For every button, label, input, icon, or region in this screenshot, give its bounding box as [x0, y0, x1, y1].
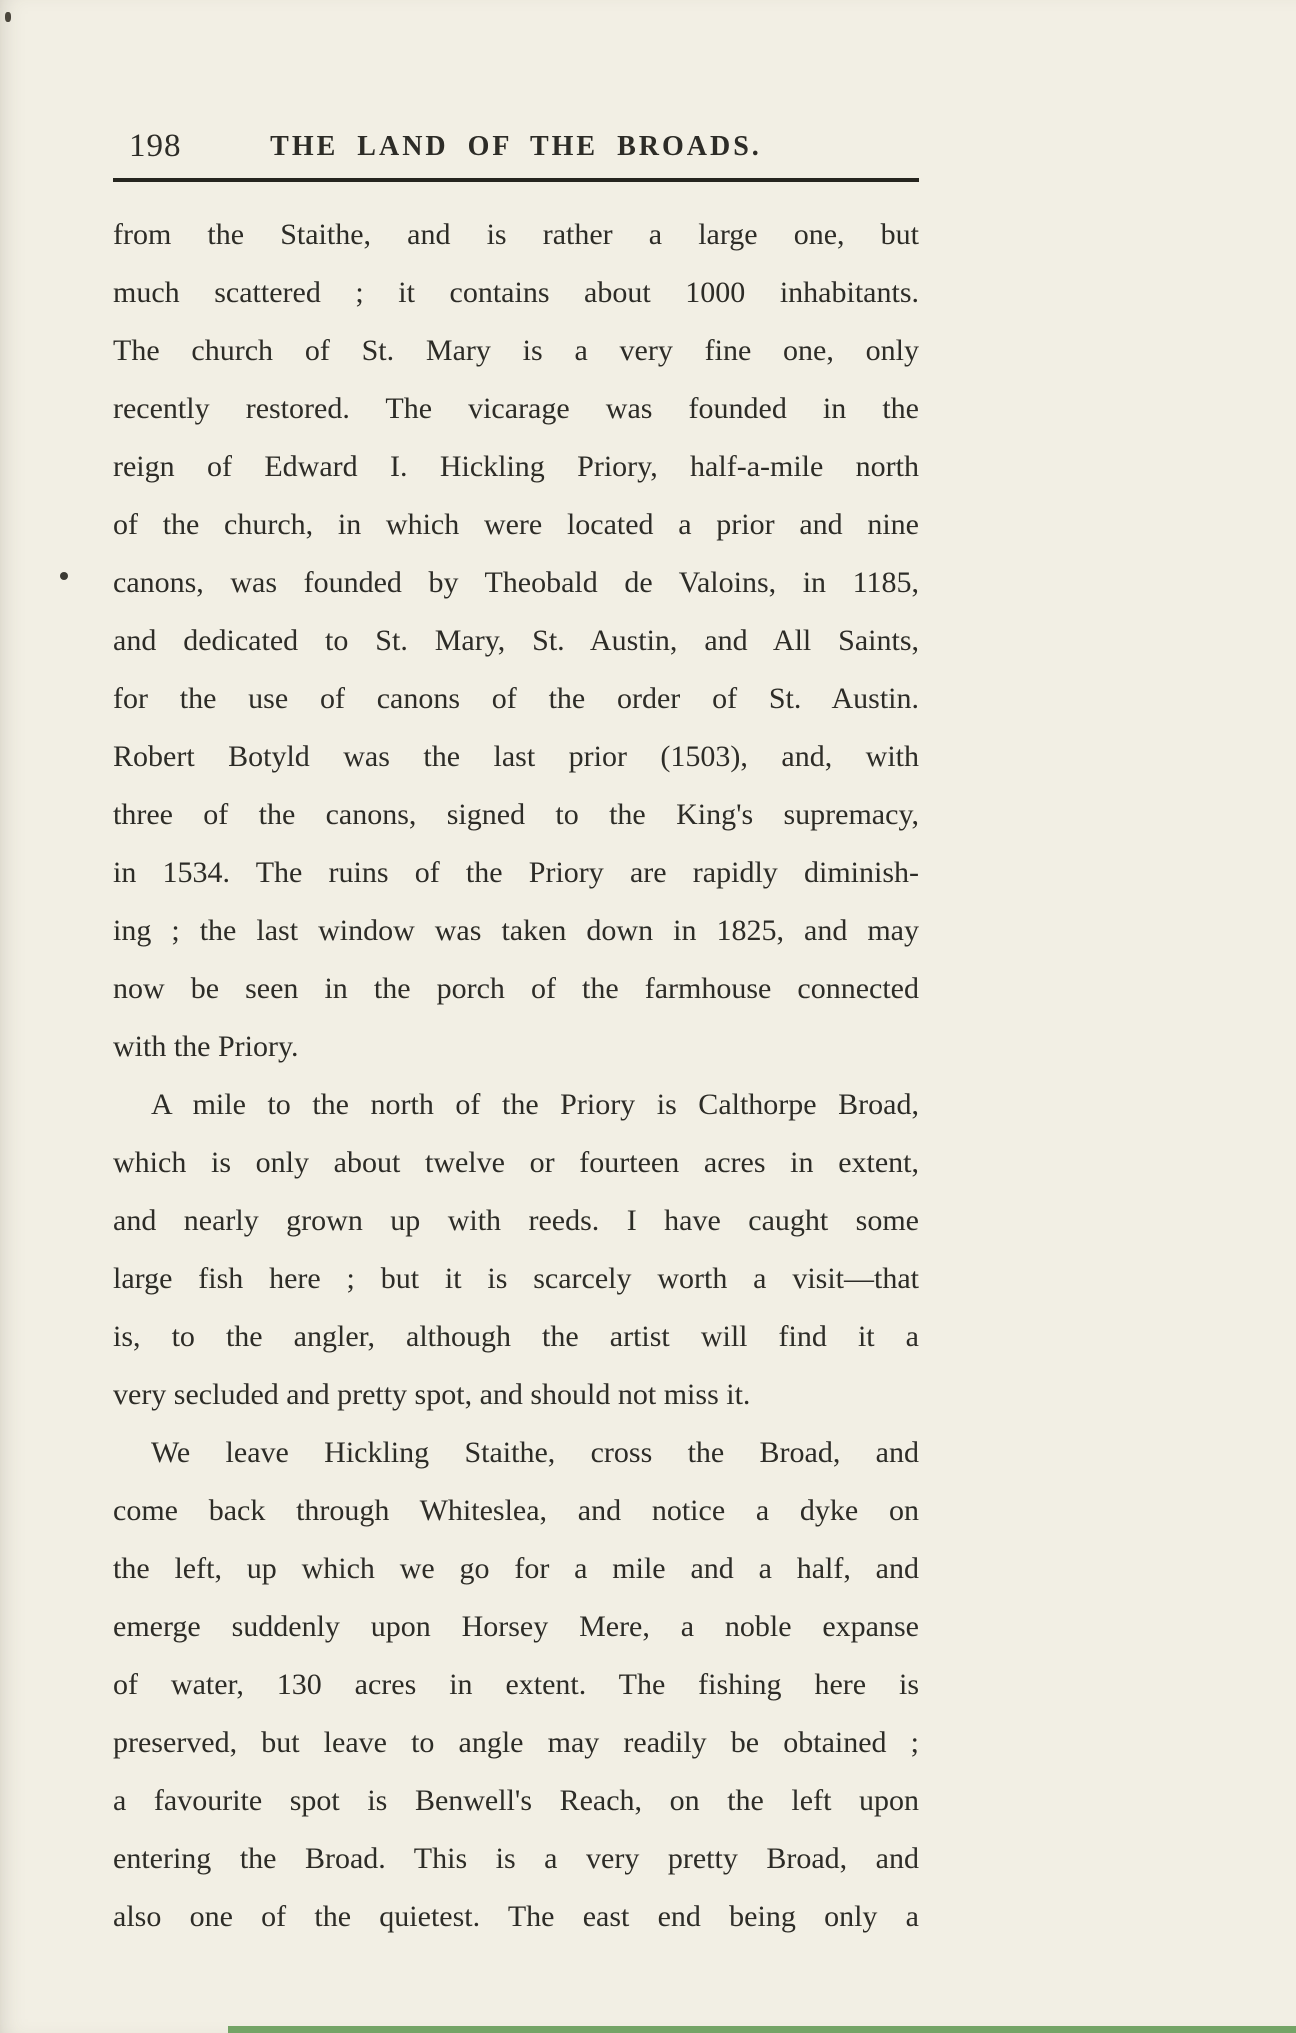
paragraph: [113, 1424, 919, 1946]
text-line: a favourite spot is Benwell's Reach, on the left upon: [113, 1784, 919, 1817]
margin-speck: [60, 572, 68, 580]
text-line: of the church, in which were located a prior and nine: [113, 508, 919, 541]
text-line: ing ; the last window was taken down in 1825, and may: [113, 914, 919, 947]
text-line: large fish here ; but it is scarcely worth a visit—that: [113, 1262, 919, 1295]
text-line: preserved, but leave to angle may readily be obtained ;: [113, 1726, 919, 1759]
text-line: canons, was founded by Theobald de Valoins, in 1185,: [113, 566, 919, 599]
text-line: three of the canons, signed to the King's supremacy,: [113, 798, 919, 831]
text-line: come back through Whiteslea, and notice a dyke on: [113, 1494, 919, 1527]
text-line: from the Staithe, and is rather a large one, but: [113, 218, 919, 251]
text-line: also one of the quietest. The east end being only a: [113, 1900, 919, 1933]
text-line: for the use of canons of the order of St. Austin.: [113, 682, 919, 715]
text-line: and nearly grown up with reeds. I have caught some: [113, 1204, 919, 1237]
scan-edge-artifact: [228, 2026, 1296, 2033]
text-line: and dedicated to St. Mary, St. Austin, and All Saints,: [113, 624, 919, 657]
text-line: Robert Botyld was the last prior (1503), and, with: [113, 740, 919, 773]
text-line: We leave Hickling Staithe, cross the Broad, and: [151, 1436, 919, 1469]
text-line: reign of Edward I. Hickling Priory, half-a-mile north: [113, 450, 919, 483]
text-line: entering the Broad. This is a very pretty Broad, and: [113, 1842, 919, 1875]
page-number: 198: [129, 128, 182, 164]
text-line: is, to the angler, although the artist will find it a: [113, 1320, 919, 1353]
scan-corner-speck: [5, 12, 11, 22]
paragraph: [113, 206, 919, 1076]
text-line: recently restored. The vicarage was founded in the: [113, 392, 919, 425]
page-header: [113, 128, 919, 170]
text-line: which is only about twelve or fourteen acres in extent,: [113, 1146, 919, 1179]
text-line: very secluded and pretty spot, and should not miss it.: [113, 1378, 751, 1411]
text-line: A mile to the north of the Priory is Calthorpe Broad,: [151, 1088, 919, 1121]
header-rule: [113, 178, 919, 182]
body-text: [113, 206, 919, 1946]
text-line: The church of St. Mary is a very fine one, only: [113, 334, 919, 367]
text-line: in 1534. The ruins of the Priory are rapidly diminish-: [113, 856, 919, 889]
text-line: the left, up which we go for a mile and a half, and: [113, 1552, 919, 1585]
text-line: of water, 130 acres in extent. The fishing here is: [113, 1668, 919, 1701]
text-line: much scattered ; it contains about 1000 inhabitants.: [113, 276, 919, 309]
text-line: with the Priory.: [113, 1030, 299, 1063]
running-title: THE LAND OF THE BROADS.: [270, 131, 762, 162]
paragraph: [113, 1076, 919, 1424]
text-line: now be seen in the porch of the farmhouse connected: [113, 972, 919, 1005]
text-line: emerge suddenly upon Horsey Mere, a noble expanse: [113, 1610, 919, 1643]
